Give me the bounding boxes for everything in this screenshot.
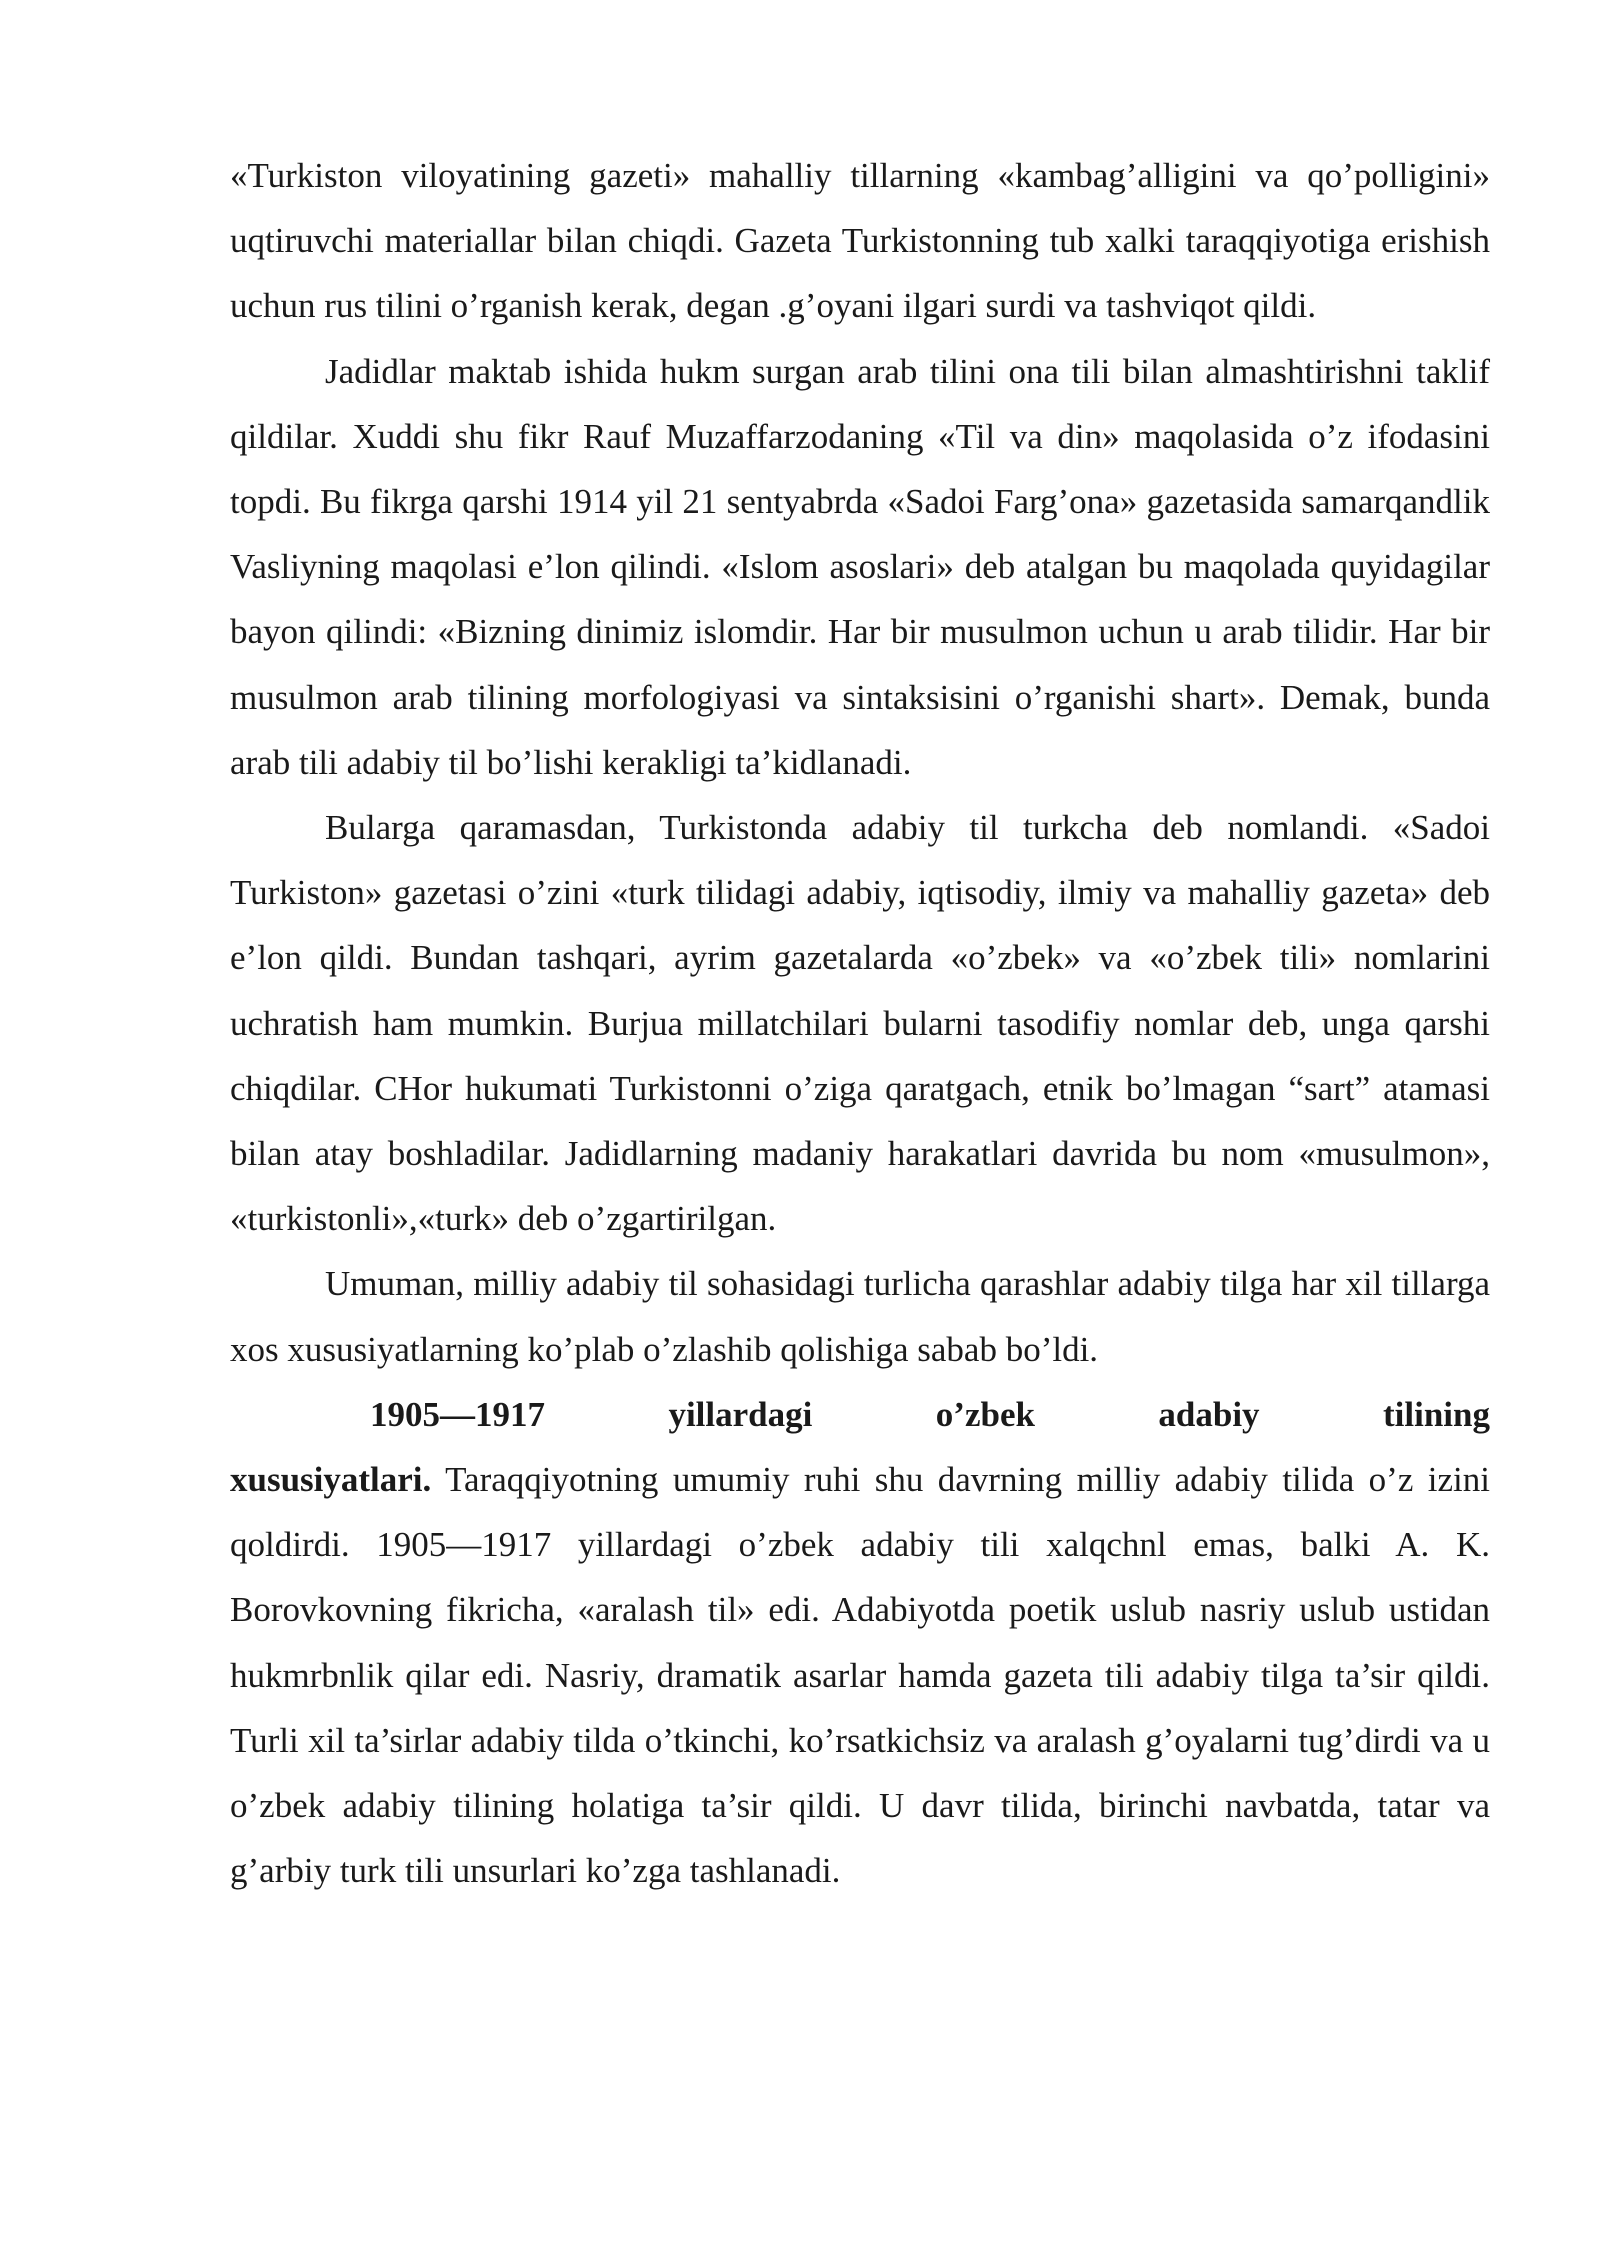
document-page: [230, 143, 1490, 1903]
section-heading: 1905—1917 yillardagi o’zbek adabiy tilining xususiyatlari.: [230, 1394, 1490, 1500]
paragraph-4: Umuman, milliy adabiy til sohasidagi turlicha qarashlar adabiy tilga har xil tillarga xos xususiyatlarning ko’plab o’zlashib qolishiga sabab bo’ldi.: [230, 1264, 1490, 1369]
paragraph-1: «Turkiston viloyatining gazeti» mahalliy tillarning «kambag’alligini va qo’polligini» uqtiruvchi materiallar bilan chiqdi. Gazeta Turkistonning tub xalki taraqqiyotiga erishish uchun rus tilini o’rganish kerak, degan .g’oyani ilgari surdi va tashviqot qildi.: [230, 156, 1490, 326]
paragraph-2: Jadidlar maktab ishida hukm surgan arab tilini ona tili bilan almashtirishni taklif qildilar. Xuddi shu fikr Rauf Muzaffarzodaning «Til va din» maqolasida o’z ifodasini topdi. Bu fikrga qarshi 1914 yil 21 sentyabrda «Sadoi Farg’ona» gazetasida samarqandlik Vasliyning maqolasi e’lon qilindi. «Islom asoslari» deb atalgan bu maqolada quyidagilar bayon qilindi: «Bizning dinimiz islomdir. Har bir musulmon uchun u arab tilidir. Har bir musulmon arab tilining morfologiyasi va sintaksisini o’rganishi shart». Demak, bunda arab tili adabiy til bo’lishi kerakligi ta’kidlanadi.: [230, 351, 1490, 782]
paragraph-3: Bularga qaramasdan, Turkistonda adabiy til turkcha deb nomlandi. «Sadoi Turkiston» gazetasi o’zini «turk tilidagi adabiy, iqtisodiy, ilmiy va mahalliy gazeta» deb e’lon qildi. Bundan tashqari, ayrim gazetalarda «o’zbek» va «o’zbek tili» nomlarini uchratish ham mumkin. Burjua millatchilari bularni tasodifiy nomlar deb, unga qarshi chiqdilar. CHor hukumati Turkistonni o’ziga qaratgach, etnik bo’lmagan “sart” atamasi bilan atay boshladilar. Jadidlarning madaniy harakatlari davrida bu nom «musulmon», «turkistonli»,«turk» deb o’zgartirilgan.: [230, 808, 1490, 1239]
section-body: Taraqqiyotning umumiy ruhi shu davrning milliy adabiy tilida o’z izini qoldirdi. 1905—1917 yillardagi o’zbek adabiy tili xalqchnl emas, balki A. K. Borovkovning fikricha, «aralash til» edi. Adabiyotda poetik uslub nasriy uslub ustidan hukmrbnlik qilar edi. Nasriy, dramatik asarlar hamda gazeta tili adabiy tilga ta’sir qildi. Turli xil ta’sirlar adabiy tilda o’tkinchi, ko’rsatkichsiz va aralash g’oyalarni tug’dirdi va u o’zbek adabiy tilining holatiga ta’sir qildi. U davr tilida, birinchi navbatda, tatar va g’arbiy turk tili unsurlari ko’zga tashlanadi.: [230, 1460, 1490, 1891]
section-paragraph: [230, 1382, 1490, 1904]
